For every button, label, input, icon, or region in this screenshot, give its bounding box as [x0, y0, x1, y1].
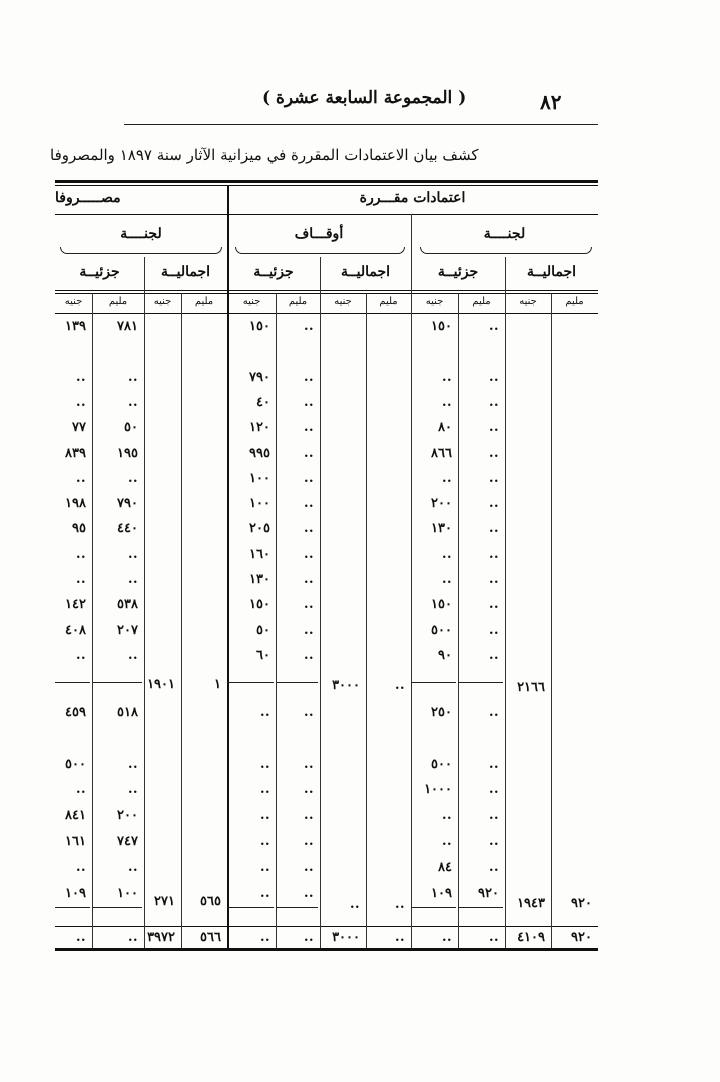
table-cell: .. [303, 420, 314, 436]
table-cell: .. [303, 521, 314, 537]
table-cell: .. [303, 597, 314, 613]
table-cell: ٥٠ [124, 420, 138, 436]
table-cell: .. [75, 572, 86, 587]
table-cell: ٥١٨ [117, 705, 138, 720]
table-cell: .. [75, 546, 86, 562]
sum-rule [411, 682, 456, 683]
table-cell: ٥٣٨ [117, 597, 138, 613]
table-cell: ١٠٠ [249, 470, 270, 486]
table-cell: .. [259, 885, 270, 901]
table-cell: ١٥٠ [249, 597, 270, 613]
units-rule [55, 313, 598, 314]
table-cell: .. [259, 930, 270, 945]
table-cell: ١٠٠٠ [424, 782, 452, 798]
sum-rule [458, 682, 503, 683]
col-divider [144, 257, 145, 948]
table-cell: .. [488, 808, 499, 824]
unit-millieme: مليم [379, 296, 398, 307]
committee-spent-brace [60, 247, 222, 254]
table-cell: .. [127, 782, 138, 798]
sum-rule [227, 682, 274, 683]
table-cell: .. [303, 445, 314, 461]
table-cell: ٤٠ [256, 394, 270, 410]
table-cell: .. [303, 647, 314, 663]
table-cell: ٥٠٠ [65, 756, 86, 772]
sum-rule [458, 907, 503, 908]
table-cell: .. [259, 756, 270, 772]
table-cell: .. [488, 319, 499, 334]
table-cell: ٥٠ [256, 622, 270, 638]
sum-rule [55, 907, 90, 908]
table-cell: .. [488, 756, 499, 772]
table-cell: ١٠٩ [65, 885, 86, 901]
table-cell: .. [127, 930, 138, 945]
table-cell: .. [303, 470, 314, 486]
table-cell: .. [488, 394, 499, 410]
table-cell: ٧٩٠ [117, 496, 138, 512]
table-cell: ١٤٢ [65, 597, 86, 613]
table-cell: .. [394, 678, 405, 693]
awqaf-partial-header: جزئيــة [253, 264, 294, 280]
table-cell: ٣٠٠٠ [332, 678, 360, 693]
table-cell: ٢٥٠ [431, 705, 452, 720]
table-cell: .. [127, 647, 138, 663]
group-header-rule [55, 214, 598, 215]
table-cell: ١ [214, 677, 221, 692]
table-cell: ٩٢٠ [571, 930, 592, 945]
table-cell: ٤٤٠ [117, 521, 138, 537]
table-cell: .. [488, 496, 499, 512]
table-cell: .. [488, 859, 499, 875]
table-cell: ٩٢٠ [478, 885, 499, 901]
table-bottom-rule [55, 948, 598, 951]
table-cell: ٢٠٠ [117, 808, 138, 824]
page-number: ٨٢ [540, 90, 562, 114]
table-cell: ٢٠٧ [117, 622, 138, 638]
unit-pound: جنيه [153, 296, 172, 307]
col-divider [276, 293, 277, 948]
unit-millieme: مليم [288, 296, 308, 307]
table-cell: .. [75, 647, 86, 663]
table-cell: .. [303, 319, 314, 334]
sum-rule [276, 907, 318, 908]
table-cell: .. [259, 808, 270, 824]
unit-pound: جنيه [334, 296, 352, 307]
table-cell: ١٥٠ [431, 597, 452, 613]
table-cell: ٨٤ [438, 859, 452, 875]
table-cell: ١٩٠١ [147, 677, 175, 692]
awqaf-total-header: اجماليــة [340, 264, 391, 280]
table-top-rule [55, 180, 598, 183]
table-cell: ١٠٠ [117, 885, 138, 901]
table-cell: .. [127, 546, 138, 562]
running-title: ( المجموعة السابعة عشرة ) [262, 88, 467, 108]
table-cell: ١٥٠ [249, 319, 270, 334]
col-divider [505, 257, 506, 948]
table-cell: ٧٧ [72, 420, 86, 436]
table-cell: ٥٦٦ [200, 930, 221, 945]
spent-total-header: اجماليــة [160, 264, 211, 280]
table-cell: .. [441, 470, 452, 486]
table-cell: ٨٤١ [65, 808, 86, 824]
table-cell: .. [127, 369, 138, 385]
table-cell: ٨٣٩ [65, 445, 86, 461]
total-top-rule [55, 926, 598, 927]
col-divider [366, 293, 367, 948]
table-cell: ٣٠٠٠ [332, 930, 360, 945]
table-cell: .. [488, 369, 499, 385]
table-cell: ١٩٤٣ [517, 896, 545, 911]
unit-millieme: مليم [194, 296, 214, 307]
unit-pound: جنيه [242, 296, 261, 307]
table-cell: ١٠٠ [249, 496, 270, 512]
table-cell: ٨٦٦ [431, 445, 452, 461]
sum-rule [92, 682, 142, 683]
unit-millieme: مليم [565, 296, 584, 307]
table-cell: .. [303, 859, 314, 875]
table-cell: .. [303, 808, 314, 824]
table-cell: .. [75, 394, 86, 410]
table-cell: .. [303, 930, 314, 945]
spent-group-header: مصـــــروفا [55, 190, 121, 206]
table-cell: .. [441, 572, 452, 587]
table-cell: ٧٩٠ [249, 369, 270, 385]
table-cell: ١٠٩ [431, 885, 452, 901]
table-cell: .. [75, 782, 86, 798]
table-cell: ٢٧١ [154, 894, 175, 909]
table-cell: ٤١٠٩ [517, 930, 545, 945]
table-cell: ٢٠٥ [249, 521, 270, 537]
table-cell: .. [488, 420, 499, 436]
table-cell: .. [259, 834, 270, 849]
table-cell: .. [441, 546, 452, 562]
table-cell: .. [303, 885, 314, 901]
unit-millieme: مليم [108, 296, 128, 307]
table-cell: .. [488, 597, 499, 613]
table-cell: ٧٨١ [117, 319, 138, 334]
table-cell: ٤٥٩ [65, 705, 86, 720]
table-cell: ١٦١ [65, 834, 86, 849]
header-rule [124, 124, 598, 125]
table-cell: ٩٥ [72, 521, 86, 537]
table-cell: ١٣٠ [431, 521, 452, 537]
table-cell: .. [394, 897, 405, 912]
table-cell: ١٢٠ [249, 420, 270, 436]
table-cell: .. [303, 572, 314, 587]
table-cell: .. [488, 546, 499, 562]
table-cell: .. [127, 756, 138, 772]
committee-subgroup: لجنــــة [483, 226, 526, 242]
committee-spent-subgroup: لجنــــة [120, 226, 162, 242]
col-divider [458, 293, 459, 948]
table-cell: .. [488, 647, 499, 663]
table-cell: .. [127, 394, 138, 410]
committee-brace [420, 247, 592, 254]
table-cell: .. [75, 470, 86, 486]
table-cell: ٥٦٥ [200, 894, 221, 909]
table-cell: ٩٩٥ [249, 445, 270, 461]
table-cell: ٧٤٧ [117, 834, 138, 849]
col-divider [92, 293, 93, 948]
table-cell: .. [75, 369, 86, 385]
table-cell: .. [394, 930, 405, 945]
table-cell: ٨٠ [438, 420, 452, 436]
table-cell: .. [488, 782, 499, 798]
table-cell: ٥٠٠ [431, 622, 452, 638]
table-cell: .. [488, 572, 499, 587]
table-cell: ٢١٦٦ [517, 680, 545, 695]
table-cell: .. [303, 834, 314, 849]
committee-total-header: اجماليــة [526, 264, 577, 280]
table-cell: .. [303, 782, 314, 798]
table-cell: ١٩٥ [117, 445, 138, 461]
table-cell: .. [349, 897, 360, 912]
table-cell: ٩٠ [438, 647, 452, 663]
table-cell: ٥٠٠ [431, 756, 452, 772]
table-cell: .. [303, 394, 314, 410]
table-cell: .. [127, 572, 138, 587]
unit-pound: جنيه [425, 296, 444, 307]
col-divider [181, 293, 182, 948]
table-cell: .. [75, 930, 86, 945]
table-cell: .. [441, 394, 452, 410]
table-cell: ١٣٠ [249, 572, 270, 587]
table-cell: .. [303, 496, 314, 512]
subheader-rule [55, 290, 598, 291]
table-cell: .. [127, 470, 138, 486]
sum-rule [92, 907, 142, 908]
table-cell: .. [303, 705, 314, 720]
col-divider [551, 293, 552, 948]
table-top-rule-thin [55, 185, 598, 186]
table-cell: ٢٠٠ [431, 496, 452, 512]
sum-rule [227, 907, 274, 908]
table-cell: .. [441, 834, 452, 849]
sum-rule [276, 682, 318, 683]
table-cell: .. [488, 470, 499, 486]
table-cell: .. [303, 756, 314, 772]
credits-group-header: اعتمادات مقـــررة [359, 190, 466, 206]
table-cell: ١٥٠ [431, 319, 452, 334]
awqaf-brace [235, 247, 405, 254]
table-cell: .. [303, 369, 314, 385]
sum-rule [411, 907, 456, 908]
subgroup-divider [411, 214, 412, 948]
col-divider [320, 257, 321, 948]
unit-pound: جنيه [519, 296, 537, 307]
table-cell: .. [488, 445, 499, 461]
subheader-rule-2 [55, 293, 598, 294]
table-cell: ٤٠٨ [65, 622, 86, 638]
table-cell: .. [488, 930, 499, 945]
sum-rule [55, 682, 90, 683]
table-cell: ١٩٨ [65, 496, 86, 512]
table-cell: .. [488, 705, 499, 720]
table-cell: ٦٠ [256, 647, 270, 663]
table-cell: ١٦٠ [249, 546, 270, 562]
unit-millieme: مليم [472, 296, 491, 307]
table-cell: .. [303, 622, 314, 638]
table-cell: .. [441, 808, 452, 824]
table-cell: .. [127, 859, 138, 875]
unit-pound: جنيه [64, 296, 83, 307]
table-cell: .. [441, 930, 452, 945]
table-cell: ١٣٩ [65, 319, 86, 334]
table-cell: .. [259, 782, 270, 798]
awqaf-subgroup: أوقـــاف [294, 226, 344, 242]
table-cell: .. [259, 859, 270, 875]
table-cell: .. [303, 546, 314, 562]
table-cell: .. [488, 834, 499, 849]
spent-partial-header: جزئيــة [79, 264, 120, 280]
table-cell: .. [488, 521, 499, 537]
committee-partial-header: جزئيــة [437, 264, 479, 280]
table-cell: .. [259, 705, 270, 720]
table-cell: .. [75, 859, 86, 875]
table-cell: ٩٢٠ [571, 896, 592, 911]
table-cell: .. [488, 622, 499, 638]
table-cell: ٣٩٧٢ [147, 930, 175, 945]
table-cell: .. [441, 369, 452, 385]
table-title: كشف بيان الاعتمادات المقررة في ميزانية الآثار سنة ١٨٩٧ والمصروفا [50, 146, 479, 164]
